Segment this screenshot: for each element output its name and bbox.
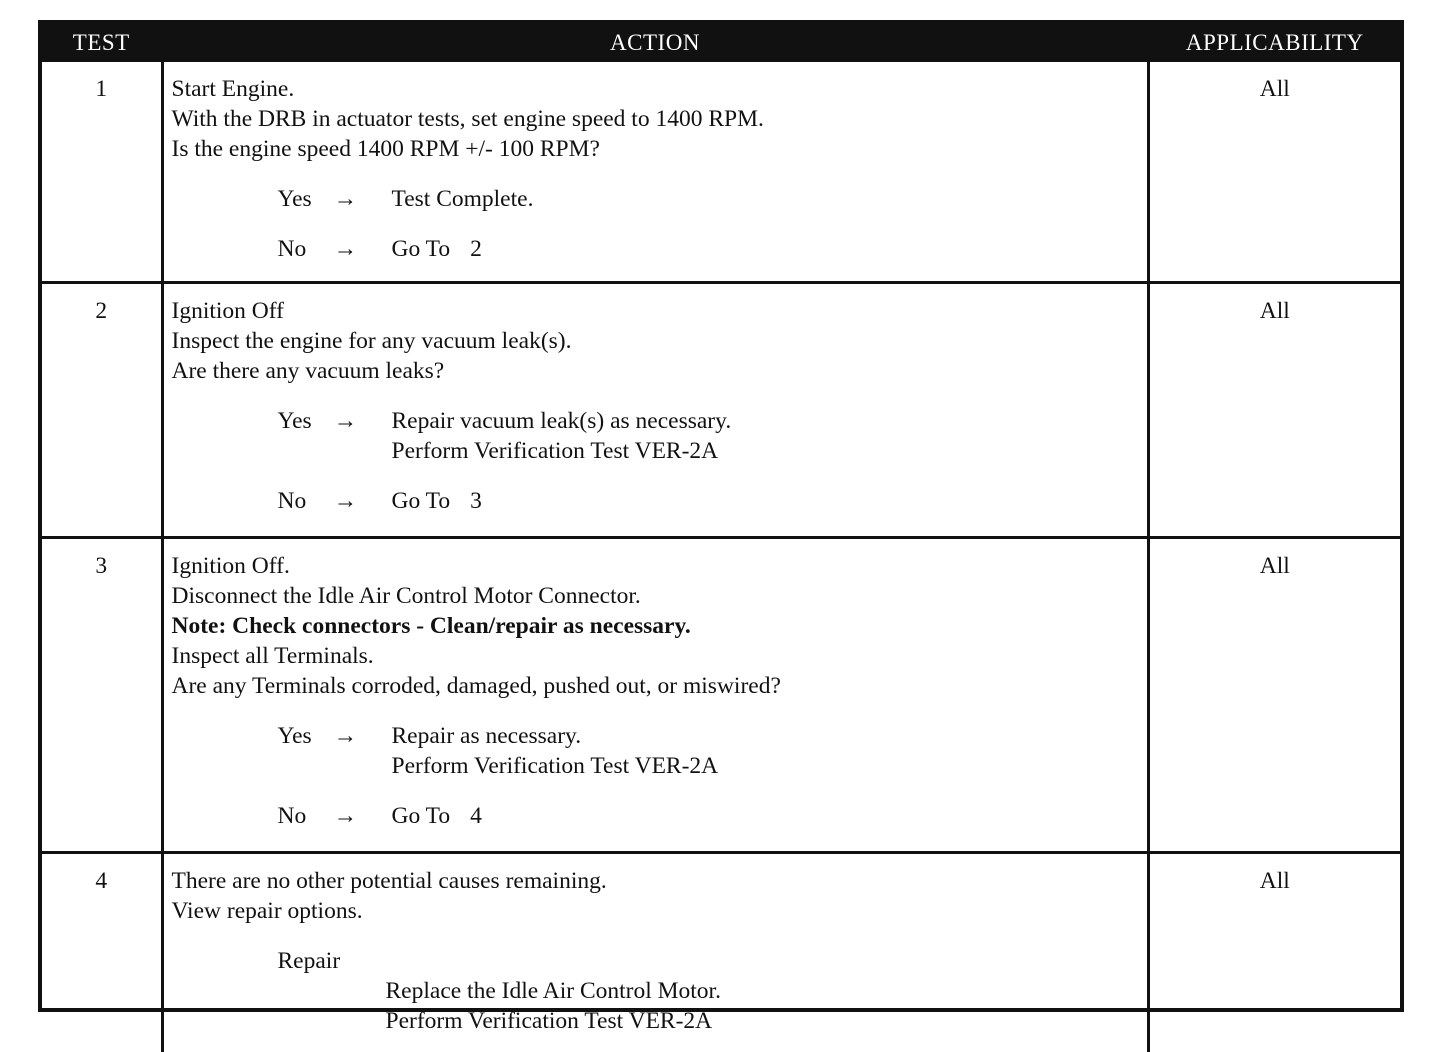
applicability-value: All xyxy=(1148,283,1400,538)
repair-line: Perform Verification Test VER-2A xyxy=(386,1006,1147,1036)
action-line: With the DRB in actuator tests, set engine speed to 1400 RPM. xyxy=(172,104,1147,134)
arrow-icon: → xyxy=(334,801,392,831)
applicability-value: All xyxy=(1148,853,1400,1052)
goto-target: 3 xyxy=(470,488,482,514)
goto-label: Go To xyxy=(392,803,451,829)
test-number: 3 xyxy=(42,538,162,853)
header-action: ACTION xyxy=(162,24,1148,62)
branch-block xyxy=(278,406,1147,516)
goto-target: 2 xyxy=(470,236,482,262)
goto-target: 4 xyxy=(470,803,482,829)
action-line: Start Engine. xyxy=(172,74,1147,104)
action-cell xyxy=(162,853,1148,1052)
repair-label: Repair xyxy=(278,946,1147,976)
yes-result: Repair vacuum leak(s) as necessary. xyxy=(392,406,732,436)
arrow-icon: → xyxy=(334,234,392,264)
no-branch xyxy=(278,234,1147,264)
action-line: Ignition Off xyxy=(172,296,1147,326)
header-row xyxy=(42,24,1400,62)
no-branch xyxy=(278,486,1147,516)
test-number: 1 xyxy=(42,62,162,283)
no-branch xyxy=(278,801,1147,831)
goto-label: Go To xyxy=(392,236,451,262)
repair-line: Replace the Idle Air Control Motor. xyxy=(386,976,1147,1006)
goto-label: Go To xyxy=(392,488,451,514)
action-cell xyxy=(162,62,1148,283)
action-line: Are there any vacuum leaks? xyxy=(172,356,1147,386)
branch-block xyxy=(278,184,1147,264)
action-cell xyxy=(162,283,1148,538)
applicability-value: All xyxy=(1148,538,1400,853)
yes-result: Perform Verification Test VER-2A xyxy=(392,751,719,781)
action-line: Inspect the engine for any vacuum leak(s). xyxy=(172,326,1147,356)
diagnostic-table xyxy=(42,24,1400,1052)
header-applicability: APPLICABILITY xyxy=(1148,24,1400,62)
action-cell xyxy=(162,538,1148,853)
action-line: There are no other potential causes remaining. xyxy=(172,866,1147,896)
no-label: No xyxy=(278,801,334,831)
table-row xyxy=(42,283,1400,538)
arrow-icon: → xyxy=(334,721,392,781)
table-row xyxy=(42,538,1400,853)
header-test: TEST xyxy=(42,24,162,62)
action-line: Ignition Off. xyxy=(172,551,1147,581)
action-line: Disconnect the Idle Air Control Motor Connector. xyxy=(172,581,1147,611)
yes-result: Test Complete. xyxy=(392,184,534,214)
action-line: Are any Terminals corroded, damaged, pushed out, or miswired? xyxy=(172,671,1147,701)
arrow-icon: → xyxy=(334,486,392,516)
note-line: Note: Check connectors - Clean/repair as necessary. xyxy=(172,611,1147,641)
yes-branch xyxy=(278,721,1147,781)
no-label: No xyxy=(278,234,334,264)
applicability-value: All xyxy=(1148,62,1400,283)
no-label: No xyxy=(278,486,334,516)
yes-branch xyxy=(278,184,1147,214)
arrow-icon: → xyxy=(334,406,392,466)
yes-label: Yes xyxy=(278,406,334,466)
repair-block xyxy=(386,976,1147,1036)
yes-result: Repair as necessary. xyxy=(392,721,719,751)
table-row xyxy=(42,62,1400,283)
diagnostic-table-frame xyxy=(38,20,1404,1012)
branch-block xyxy=(278,721,1147,831)
action-line: Is the engine speed 1400 RPM +/- 100 RPM? xyxy=(172,134,1147,164)
arrow-icon: → xyxy=(334,184,392,214)
test-number: 2 xyxy=(42,283,162,538)
yes-label: Yes xyxy=(278,184,334,214)
yes-result: Perform Verification Test VER-2A xyxy=(392,436,732,466)
test-number: 4 xyxy=(42,853,162,1052)
action-line: View repair options. xyxy=(172,896,1147,926)
table-row xyxy=(42,853,1400,1052)
yes-label: Yes xyxy=(278,721,334,781)
action-line: Inspect all Terminals. xyxy=(172,641,1147,671)
yes-branch xyxy=(278,406,1147,466)
